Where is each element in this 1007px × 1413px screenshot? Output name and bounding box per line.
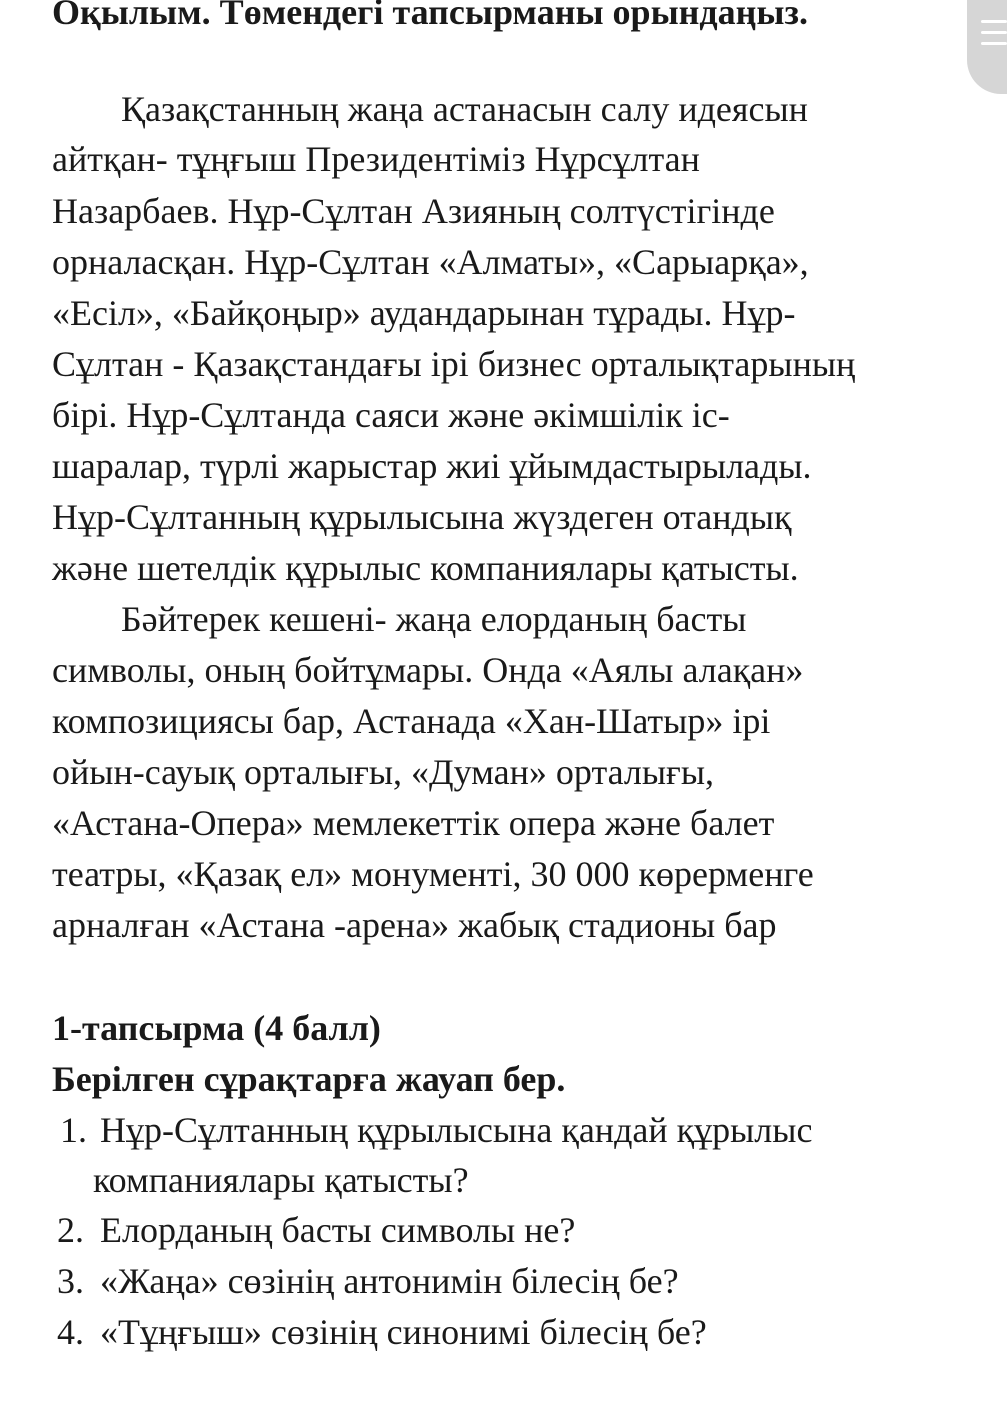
passage-line: «Есіл», «Байқоңыр» аудандарынан тұрады. Нұр-	[52, 293, 796, 333]
question-text: «Жаңа» сөзінің антонимін білесің бе?	[100, 1261, 679, 1301]
task-instruction: Берілген сұрақтарға жауап бер.	[52, 1059, 566, 1099]
question-text: Елорданың басты символы не?	[100, 1210, 576, 1250]
passage-line: арналған «Астана -арена» жабық стадионы бар	[52, 905, 777, 945]
question-number: 1.	[60, 1110, 87, 1150]
passage-line: Назарбаев. Нұр-Сұлтан Азияның солтүстігінде	[52, 191, 775, 231]
passage-line: ойын-сауық орталығы, «Думан» орталығы,	[52, 752, 715, 792]
passage-line: композициясы бар, Астанада «Хан-Шатыр» ірі	[52, 701, 771, 741]
passage-line: және шетелдік құрылыс компаниялары қатысты.	[52, 548, 799, 588]
question-number: 4.	[57, 1312, 84, 1352]
passage-line: театры, «Қазақ ел» монументі, 30 000 көрерменге	[52, 854, 814, 894]
question-text: компаниялары қатысты?	[93, 1160, 469, 1200]
passage-line: Нұр-Сұлтанның құрылысына жүздеген отандық	[52, 497, 792, 537]
passage-line: орналасқан. Нұр-Сұлтан «Алматы», «Сарыарқа»,	[52, 242, 809, 282]
question-text: «Тұңғыш» сөзінің синонимі білесің бе?	[100, 1312, 707, 1352]
passage-line: бірі. Нұр-Сұлтанда саяси және әкімшілік іс-	[52, 395, 730, 435]
page-heading: Оқылым. Төмендегі тапсырманы орындаңыз.	[52, 0, 808, 32]
task-title: 1-тапсырма (4 балл)	[52, 1008, 381, 1048]
menu-lines-icon[interactable]	[967, 0, 1007, 94]
question-number: 3.	[57, 1261, 84, 1301]
question-text: Нұр-Сұлтанның құрылысына қандай құрылыс	[100, 1110, 813, 1150]
passage-line: шаралар, түрлі жарыстар жиі ұйымдастырылады.	[52, 446, 812, 486]
passage-line: Сұлтан - Қазақстандағы ірі бизнес орталықтарының	[52, 344, 856, 384]
passage-line: символы, оның бойтұмары. Онда «Аялы алақан»	[52, 650, 804, 690]
passage-line: Бәйтерек кешені- жаңа елорданың басты	[121, 599, 747, 639]
passage-line: «Астана-Опера» мемлекеттік опера және балет	[52, 803, 775, 843]
passage-line: айтқан- тұңғыш Президентіміз Нұрсұлтан	[52, 139, 700, 179]
passage-line: Қазақстанның жаңа астанасын салу идеясын	[121, 89, 808, 129]
question-number: 2.	[57, 1210, 84, 1250]
